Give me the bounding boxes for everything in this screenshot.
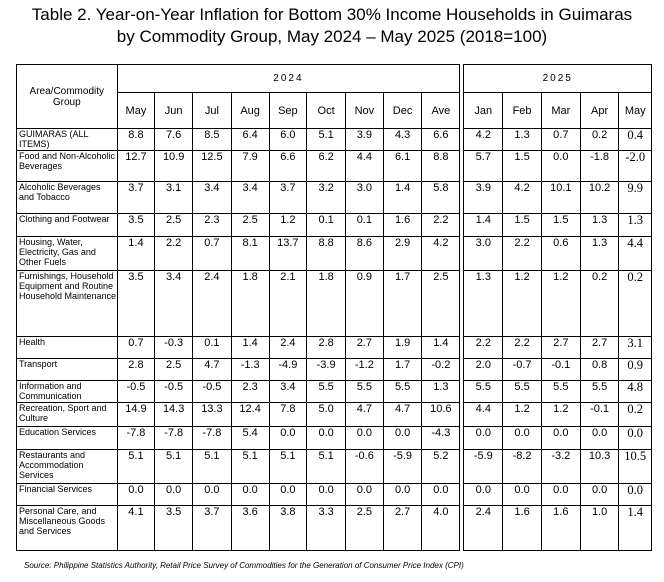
title-line-2: by Commodity Group, May 2024 – May 2025 (2018=100) (116, 27, 548, 46)
value-cell-2024: 0.0 (345, 484, 383, 506)
value-cell-2024: 8.1 (231, 237, 269, 271)
value-cell-2024: 3.7 (117, 182, 155, 214)
value-cell-2025: 9.9 (619, 182, 652, 214)
table-row (17, 403, 652, 427)
value-cell-2025: 5.5 (503, 381, 542, 403)
value-cell-2025: 4.8 (619, 381, 652, 403)
value-cell-2025: -0.1 (580, 403, 619, 427)
value-cell-2025: 4.4 (619, 237, 652, 271)
value-cell-2024: -0.5 (193, 381, 232, 403)
value-cell-2025: 1.2 (541, 271, 580, 337)
value-cell-2025: 2.7 (580, 337, 619, 359)
value-cell-2024: 0.7 (117, 337, 155, 359)
value-cell-2025: 1.2 (541, 403, 580, 427)
value-cell-2024: 3.5 (117, 271, 155, 337)
value-cell-2024: 5.8 (422, 182, 460, 214)
month-header-2025: Apr (580, 93, 619, 129)
value-cell-2024: 3.6 (231, 506, 269, 551)
value-cell-2024: 2.1 (269, 271, 307, 337)
commodity-label: Transport (17, 359, 118, 381)
value-cell-2025: -2.0 (619, 151, 652, 182)
value-cell-2024: 0.0 (269, 484, 307, 506)
commodity-label: Restaurants and Accommodation Services (17, 450, 118, 484)
value-cell-2024: 1.4 (231, 337, 269, 359)
month-header-2024: Dec (383, 93, 422, 129)
value-cell-2025: 1.5 (503, 214, 542, 237)
value-cell-2025: 2.2 (464, 337, 503, 359)
value-cell-2025: 4.4 (464, 403, 503, 427)
value-cell-2025: 0.0 (619, 427, 652, 450)
value-cell-2025: 0.7 (541, 129, 580, 151)
value-cell-2024: 0.1 (193, 337, 232, 359)
month-header-2024: Jul (193, 93, 232, 129)
value-cell-2025: 5.5 (580, 381, 619, 403)
month-header-2024: Sep (269, 93, 307, 129)
value-cell-2024: -1.2 (345, 359, 383, 381)
month-header-2025: Mar (541, 93, 580, 129)
value-cell-2024: 12.4 (231, 403, 269, 427)
value-cell-2025: 2.2 (503, 337, 542, 359)
value-cell-2025: 1.4 (619, 506, 652, 551)
value-cell-2025: 3.9 (464, 182, 503, 214)
month-header-2024: Oct (307, 93, 346, 129)
value-cell-2024: 1.4 (117, 237, 155, 271)
year-2024-header: 2024 (117, 65, 460, 93)
month-header-2024: Jun (155, 93, 193, 129)
value-cell-2025: -5.9 (464, 450, 503, 484)
month-header-2024: May (117, 93, 155, 129)
value-cell-2024: 3.4 (269, 381, 307, 403)
value-cell-2024: 5.5 (383, 381, 422, 403)
value-cell-2025: 5.5 (541, 381, 580, 403)
value-cell-2025: 0.6 (541, 237, 580, 271)
value-cell-2024: 2.4 (269, 337, 307, 359)
commodity-label: Information and Communication (17, 381, 118, 403)
month-header-2024: Aug (231, 93, 269, 129)
value-cell-2025: 5.5 (464, 381, 503, 403)
value-cell-2024: 0.0 (117, 484, 155, 506)
value-cell-2025: 1.5 (503, 151, 542, 182)
value-cell-2024: 6.2 (307, 151, 346, 182)
table-row (17, 506, 652, 551)
value-cell-2024: -4.9 (269, 359, 307, 381)
value-cell-2024: 1.7 (383, 359, 422, 381)
value-cell-2024: 5.5 (307, 381, 346, 403)
value-cell-2024: 5.1 (269, 450, 307, 484)
value-cell-2024: 0.1 (345, 214, 383, 237)
value-cell-2025: 0.8 (580, 359, 619, 381)
value-cell-2024: 14.9 (117, 403, 155, 427)
value-cell-2025: 1.3 (580, 214, 619, 237)
value-cell-2024: 0.9 (345, 271, 383, 337)
value-cell-2024: 6.1 (383, 151, 422, 182)
value-cell-2024: -7.8 (117, 427, 155, 450)
value-cell-2025: 0.0 (464, 484, 503, 506)
value-cell-2025: 0.9 (619, 359, 652, 381)
value-cell-2024: 2.5 (345, 506, 383, 551)
value-cell-2024: 12.5 (193, 151, 232, 182)
table-row (17, 271, 652, 337)
value-cell-2024: 0.0 (231, 484, 269, 506)
month-header-2025: Feb (503, 93, 542, 129)
value-cell-2024: -3.9 (307, 359, 346, 381)
value-cell-2024: 2.2 (422, 214, 460, 237)
value-cell-2024: 3.7 (193, 506, 232, 551)
value-cell-2024: -0.5 (155, 381, 193, 403)
value-cell-2024: 0.1 (307, 214, 346, 237)
value-cell-2024: 3.4 (231, 182, 269, 214)
value-cell-2024: 5.5 (345, 381, 383, 403)
title-line-1: Table 2. Year-on-Year Inflation for Bottom 30% Income Households in Guimaras (31, 5, 633, 24)
value-cell-2024: 2.8 (117, 359, 155, 381)
value-cell-2024: 6.0 (269, 129, 307, 151)
value-cell-2025: 0.0 (619, 484, 652, 506)
value-cell-2025: 2.4 (464, 506, 503, 551)
value-cell-2025: 1.6 (541, 506, 580, 551)
value-cell-2024: 2.7 (345, 337, 383, 359)
value-cell-2024: 1.9 (383, 337, 422, 359)
value-cell-2024: 2.3 (193, 214, 232, 237)
table-row (17, 427, 652, 450)
value-cell-2024: 3.8 (269, 506, 307, 551)
value-cell-2024: 0.0 (422, 484, 460, 506)
value-cell-2025: 5.7 (464, 151, 503, 182)
value-cell-2025: -0.7 (503, 359, 542, 381)
value-cell-2024: 2.7 (383, 506, 422, 551)
table-row (17, 359, 652, 381)
value-cell-2024: 5.2 (422, 450, 460, 484)
inflation-table (16, 64, 652, 551)
year-2025-header: 2025 (464, 65, 652, 93)
value-cell-2025: 10.2 (580, 182, 619, 214)
value-cell-2024: -7.8 (193, 427, 232, 450)
value-cell-2024: 0.0 (383, 427, 422, 450)
table-row (17, 237, 652, 271)
commodity-label: Financial Services (17, 484, 118, 506)
value-cell-2025: -0.1 (541, 359, 580, 381)
value-cell-2024: 8.6 (345, 237, 383, 271)
value-cell-2024: 3.2 (307, 182, 346, 214)
value-cell-2024: 13.7 (269, 237, 307, 271)
value-cell-2025: 0.0 (580, 427, 619, 450)
value-cell-2024: 2.5 (231, 214, 269, 237)
commodity-label: Health (17, 337, 118, 359)
value-cell-2025: 4.2 (503, 182, 542, 214)
value-cell-2024: 5.1 (193, 450, 232, 484)
value-cell-2024: 1.8 (307, 271, 346, 337)
value-cell-2025: 0.2 (619, 403, 652, 427)
value-cell-2024: 2.5 (155, 359, 193, 381)
table-row (17, 129, 652, 151)
value-cell-2024: 4.0 (422, 506, 460, 551)
value-cell-2024: 3.4 (155, 271, 193, 337)
value-cell-2024: 4.4 (345, 151, 383, 182)
value-cell-2025: 2.2 (503, 237, 542, 271)
commodity-label: Food and Non-Alcoholic Beverages (17, 151, 118, 182)
value-cell-2024: 12.7 (117, 151, 155, 182)
value-cell-2024: 0.0 (155, 484, 193, 506)
value-cell-2024: 5.1 (231, 450, 269, 484)
value-cell-2024: -5.9 (383, 450, 422, 484)
table-row (17, 450, 652, 484)
value-cell-2024: 2.9 (383, 237, 422, 271)
value-cell-2024: -4.3 (422, 427, 460, 450)
value-cell-2024: -0.2 (422, 359, 460, 381)
value-cell-2024: 10.6 (422, 403, 460, 427)
value-cell-2025: 0.0 (580, 484, 619, 506)
value-cell-2024: 7.9 (231, 151, 269, 182)
value-cell-2024: 2.5 (422, 271, 460, 337)
value-cell-2024: 5.1 (307, 129, 346, 151)
value-cell-2024: 3.1 (155, 182, 193, 214)
value-cell-2025: 1.2 (503, 403, 542, 427)
value-cell-2025: 0.2 (580, 271, 619, 337)
commodity-label: Alcoholic Beverages and Tobacco (17, 182, 118, 214)
commodity-label: Housing, Water, Electricity, Gas and Other Fuels (17, 237, 118, 271)
value-cell-2024: 0.7 (193, 237, 232, 271)
month-header-2024: Nov (345, 93, 383, 129)
value-cell-2024: 0.0 (345, 427, 383, 450)
value-cell-2024: -0.3 (155, 337, 193, 359)
value-cell-2025: 2.0 (464, 359, 503, 381)
value-cell-2024: 1.4 (422, 337, 460, 359)
value-cell-2025: -1.8 (580, 151, 619, 182)
value-cell-2025: -3.2 (541, 450, 580, 484)
table-row (17, 484, 652, 506)
value-cell-2024: 3.7 (269, 182, 307, 214)
value-cell-2024: 1.2 (269, 214, 307, 237)
table-row (17, 381, 652, 403)
value-cell-2025: 0.0 (541, 427, 580, 450)
value-cell-2025: 1.0 (580, 506, 619, 551)
value-cell-2024: 4.1 (117, 506, 155, 551)
commodity-label: Clothing and Footwear (17, 214, 118, 237)
value-cell-2024: 1.8 (231, 271, 269, 337)
value-cell-2025: 1.3 (464, 271, 503, 337)
value-cell-2025: 10.5 (619, 450, 652, 484)
value-cell-2025: 10.1 (541, 182, 580, 214)
value-cell-2024: 0.0 (307, 427, 346, 450)
value-cell-2024: 0.0 (193, 484, 232, 506)
value-cell-2024: 7.6 (155, 129, 193, 151)
value-cell-2025: 1.3 (619, 214, 652, 237)
value-cell-2025: 3.0 (464, 237, 503, 271)
value-cell-2024: -0.5 (117, 381, 155, 403)
value-cell-2024: -0.6 (345, 450, 383, 484)
value-cell-2024: 2.3 (231, 381, 269, 403)
commodity-label: Recreation, Sport and Culture (17, 403, 118, 427)
value-cell-2025: 0.2 (580, 129, 619, 151)
value-cell-2024: 2.8 (307, 337, 346, 359)
value-cell-2025: 10.3 (580, 450, 619, 484)
table-row (17, 182, 652, 214)
value-cell-2024: 10.9 (155, 151, 193, 182)
value-cell-2024: 0.0 (383, 484, 422, 506)
value-cell-2024: 6.6 (422, 129, 460, 151)
value-cell-2025: -8.2 (503, 450, 542, 484)
month-header-2025: Jan (464, 93, 503, 129)
value-cell-2024: 3.5 (155, 506, 193, 551)
value-cell-2024: 0.0 (269, 427, 307, 450)
value-cell-2024: 7.8 (269, 403, 307, 427)
commodity-label: GUIMARAS (ALL ITEMS) (17, 129, 118, 151)
value-cell-2024: -1.3 (231, 359, 269, 381)
value-cell-2024: 14.3 (155, 403, 193, 427)
value-cell-2024: 3.5 (117, 214, 155, 237)
value-cell-2025: 1.5 (541, 214, 580, 237)
value-cell-2024: 8.8 (117, 129, 155, 151)
value-cell-2024: 6.4 (231, 129, 269, 151)
value-cell-2025: 3.1 (619, 337, 652, 359)
value-cell-2024: 2.2 (155, 237, 193, 271)
value-cell-2025: 0.4 (619, 129, 652, 151)
value-cell-2024: 3.4 (193, 182, 232, 214)
value-cell-2025: 1.3 (580, 237, 619, 271)
value-cell-2024: 3.9 (345, 129, 383, 151)
source-note: Source: Philippine Statistics Authority, Retail Price Survey of Commodities for the Generation of Consumer Price Index (CPI) (24, 561, 464, 570)
commodity-label: Personal Care, and Miscellaneous Goods and Services (17, 506, 118, 551)
value-cell-2025: 0.0 (541, 151, 580, 182)
value-cell-2025: 0.0 (541, 484, 580, 506)
value-cell-2024: 2.5 (155, 214, 193, 237)
value-cell-2025: 0.0 (464, 427, 503, 450)
value-cell-2024: 4.3 (383, 129, 422, 151)
value-cell-2024: 6.6 (269, 151, 307, 182)
month-header-2025: May (619, 93, 652, 129)
value-cell-2024: 5.0 (307, 403, 346, 427)
value-cell-2024: 4.7 (345, 403, 383, 427)
value-cell-2024: 3.0 (345, 182, 383, 214)
value-cell-2025: 1.6 (503, 506, 542, 551)
value-cell-2024: 1.3 (422, 381, 460, 403)
value-cell-2025: 4.2 (464, 129, 503, 151)
value-cell-2024: 2.4 (193, 271, 232, 337)
value-cell-2025: 1.2 (503, 271, 542, 337)
table-title (0, 4, 664, 48)
area-commodity-header: Area/Commodity Group (17, 65, 118, 129)
commodity-label: Furnishings, Household Equipment and Routine Household Maintenance (17, 271, 118, 337)
value-cell-2024: 1.7 (383, 271, 422, 337)
value-cell-2024: 5.4 (231, 427, 269, 450)
commodity-label: Education Services (17, 427, 118, 450)
value-cell-2024: 3.3 (307, 506, 346, 551)
value-cell-2025: 1.3 (503, 129, 542, 151)
value-cell-2024: 1.6 (383, 214, 422, 237)
table-row (17, 151, 652, 182)
table-body (17, 129, 652, 551)
value-cell-2024: 0.0 (307, 484, 346, 506)
value-cell-2025: 0.0 (503, 427, 542, 450)
value-cell-2024: 5.1 (155, 450, 193, 484)
value-cell-2024: -7.8 (155, 427, 193, 450)
value-cell-2024: 8.8 (307, 237, 346, 271)
value-cell-2024: 8.8 (422, 151, 460, 182)
table-row (17, 214, 652, 237)
value-cell-2024: 5.1 (307, 450, 346, 484)
value-cell-2025: 0.2 (619, 271, 652, 337)
table-row (17, 337, 652, 359)
value-cell-2024: 5.1 (117, 450, 155, 484)
month-header-2024: Ave (422, 93, 460, 129)
value-cell-2025: 0.0 (503, 484, 542, 506)
value-cell-2025: 1.4 (464, 214, 503, 237)
value-cell-2024: 1.4 (383, 182, 422, 214)
value-cell-2024: 4.7 (383, 403, 422, 427)
value-cell-2024: 4.7 (193, 359, 232, 381)
value-cell-2024: 13.3 (193, 403, 232, 427)
value-cell-2024: 4.2 (422, 237, 460, 271)
value-cell-2025: 2.7 (541, 337, 580, 359)
value-cell-2024: 8.5 (193, 129, 232, 151)
